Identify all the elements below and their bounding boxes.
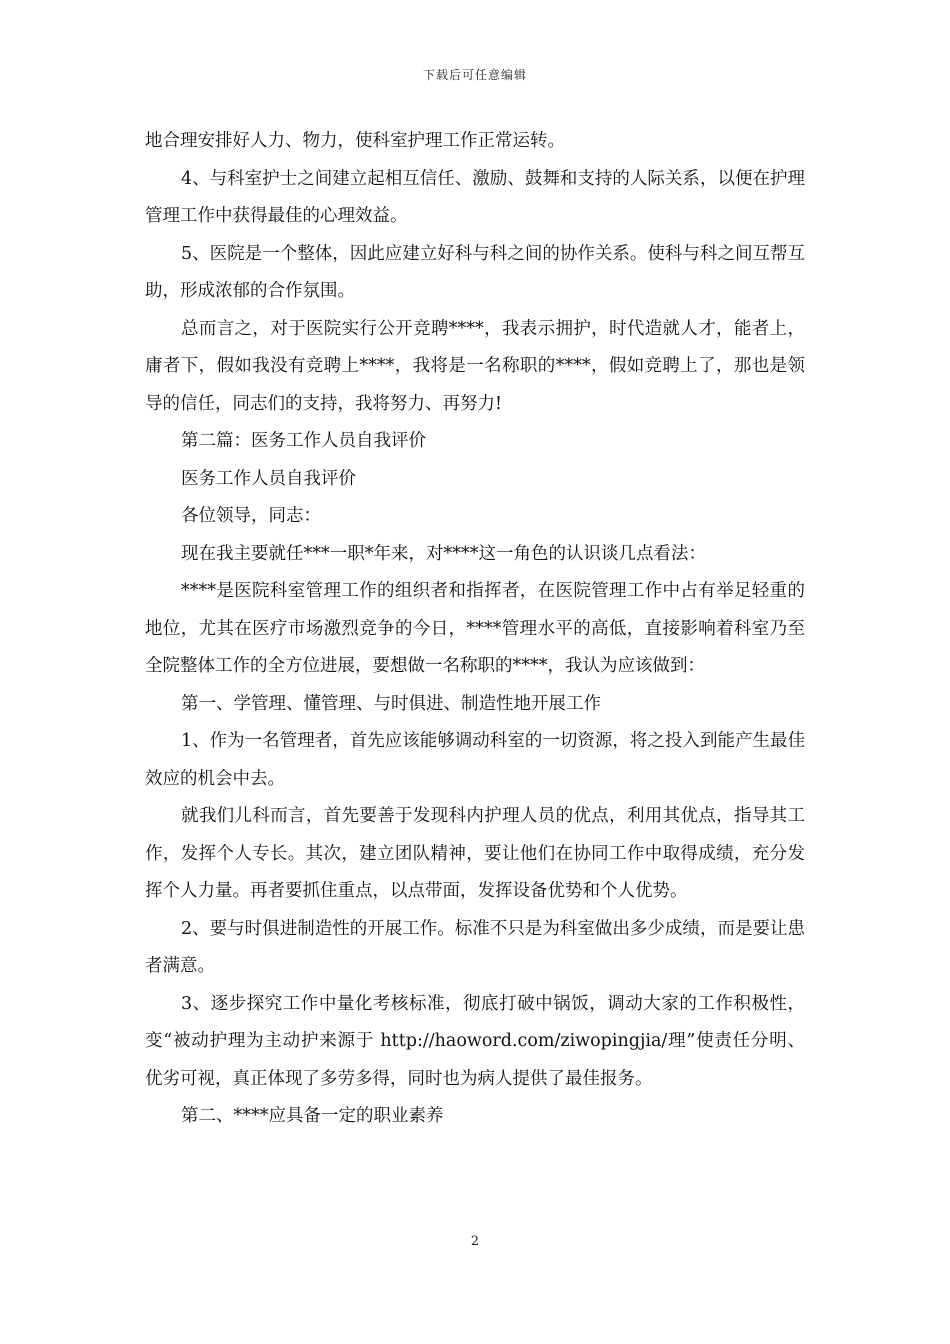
paragraph: 3、逐步探究工作中量化考核标准，彻底打破中锅饭，调动大家的工作积极性，变“被动护理为主动护来源于 http://haoword.com/ziwopingjia/理”使责任分明、优劣可视，真正体现了多劳多得，同时也为病人提供了最佳报务。 — [145, 993, 805, 1089]
paragraph: 就我们儿科而言，首先要善于发现科内护理人员的优点，利用其优点，指导其工作，发挥个人专长。其次，建立团队精神，要让他们在协同工作中取得成绩，充分发挥个人力量。再者要抓住重点，以点带面，发挥设备优势和个人优势。 — [145, 806, 805, 901]
document-body — [145, 123, 805, 1136]
paragraph: 各位领导，同志： — [181, 506, 321, 526]
paragraph: 地合理安排好人力、物力，使科室护理工作正常运转。 — [145, 131, 565, 151]
page-header: 下载后可任意编辑 — [422, 68, 527, 82]
paragraph: 第二篇：医务工作人员自我评价 — [181, 431, 426, 451]
paragraph: 2、要与时俱进制造性的开展工作。标准不只是为科室做出多少成绩，而是要让患者满意。 — [145, 918, 805, 976]
paragraph: 医务工作人员自我评价 — [181, 468, 356, 489]
page-number: 2 — [470, 1234, 480, 1249]
paragraph: 第二、****应具备一定的职业素养 — [181, 1106, 444, 1126]
paragraph: ****是医院科室管理工作的组织者和指挥者，在医院管理工作中占有举足轻重的地位，尤其在医疗市场激烈竞争的今日，****管理水平的高低，直接影响着科室乃至全院整体工作的全方位进展，要想做一名称职的****，我认为应该做到： — [145, 581, 805, 676]
paragraph: 1、作为一名管理者，首先应该能够调动科室的一切资源，将之投入到能产生最佳效应的机会中去。 — [145, 731, 805, 789]
paragraph: 4、与科室护士之间建立起相互信任、激励、鼓舞和支持的人际关系，以便在护理管理工作中获得最佳的心理效益。 — [145, 168, 805, 226]
paragraph: 总而言之，对于医院实行公开竞聘****，我表示拥护，时代造就人才，能者上，庸者下，假如我没有竞聘上****，我将是一名称职的****，假如竞聘上了，那也是领导的信任，同志们的支持，我将努力、再努力! — [145, 318, 805, 414]
paragraph: 5、医院是一个整体，因此应建立好科与科之间的协作关系。使科与科之间互帮互助，形成浓郁的合作氛围。 — [145, 243, 805, 301]
paragraph: 第一、学管理、懂管理、与时俱进、制造性地开展工作 — [181, 693, 601, 714]
paragraph: 现在我主要就任***一职*年来，对****这一角色的认识谈几点看法： — [181, 543, 706, 564]
